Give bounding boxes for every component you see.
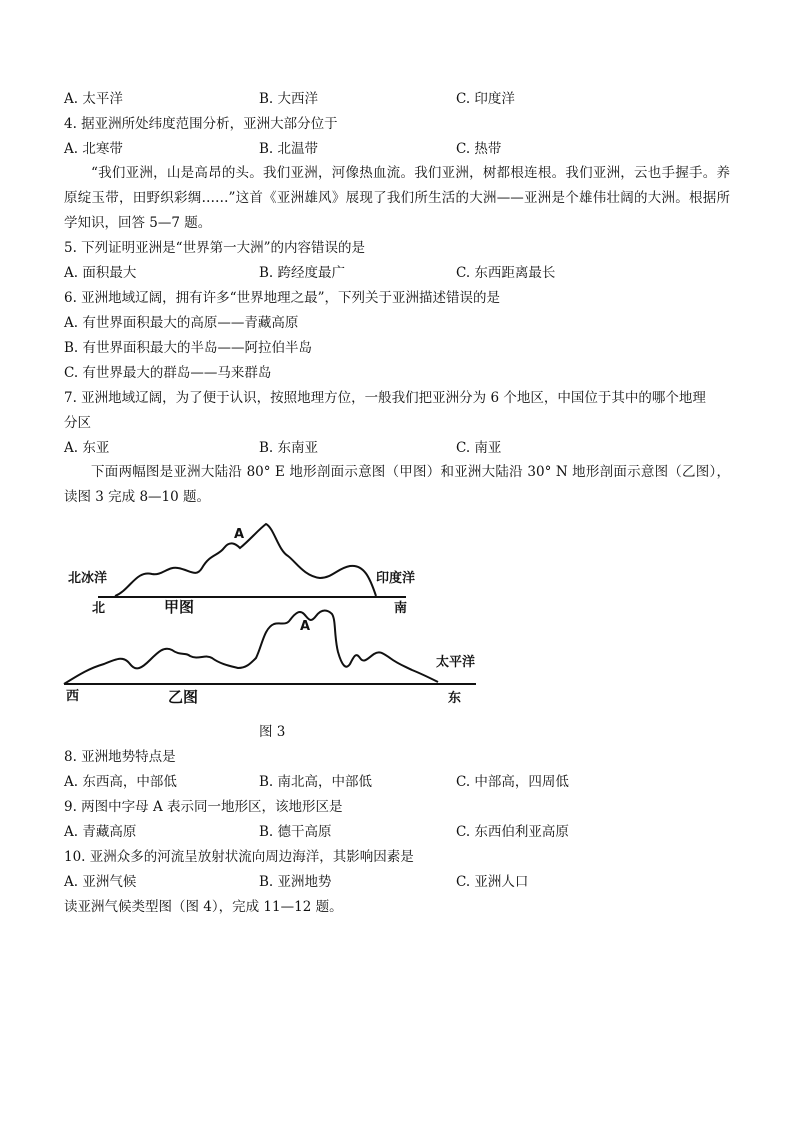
intro-8-10-paragraph: 下面两幅图是亚洲大陆沿 80° E 地形剖面示意图（甲图）和亚洲大陆沿 30° N 地形剖面示意图（乙图），读图 3 完成 8—10 题。 (64, 464, 730, 505)
q9-option-b: B. 德干高原 (259, 824, 332, 840)
q4-option-b: B. 北温带 (259, 141, 319, 157)
q7-option-a: A. 东亚 (64, 440, 110, 456)
q4-option-a: A. 北寒带 (64, 141, 123, 157)
q3-option-b: B. 大西洋 (259, 91, 319, 107)
jia-label-left-ocean: 北冰洋 (68, 571, 108, 586)
q9-stem: 9. 两图中字母 A 表示同一地形区，该地形区是 (64, 799, 343, 815)
q5-option-b: B. 跨经度最广 (259, 265, 346, 281)
q10-option-b: B. 亚洲地势 (259, 874, 332, 890)
figure-3-caption: 图 3 (259, 724, 286, 740)
q8-stem: 8. 亚洲地势特点是 (64, 749, 176, 765)
yi-label-right-ocean: 太平洋 (436, 655, 476, 670)
yi-terrain-profile (64, 611, 438, 685)
q7-stem-line2: 分区 (64, 415, 91, 431)
q8-option-b: B. 南北高，中部低 (259, 774, 373, 790)
jia-label-name: 甲图 (164, 598, 195, 616)
jia-terrain-profile (115, 524, 376, 596)
q10-option-c: C. 亚洲人口 (456, 874, 529, 890)
q4-option-c: C. 热带 (456, 141, 502, 157)
yi-label-west: 西 (66, 689, 80, 704)
q5-option-c: C. 东西距离最长 (456, 265, 556, 281)
q5-option-a: A. 面积最大 (64, 265, 137, 281)
yi-label-east: 东 (448, 691, 462, 706)
terrain-profiles-svg (60, 518, 500, 718)
q6-option-c: C. 有世界最大的群岛——马来群岛 (64, 365, 272, 381)
q9-option-c: C. 东西伯利亚高原 (456, 824, 569, 840)
intro-11-12: 读亚洲气候类型图（图 4），完成 11—12 题。 (64, 899, 343, 915)
q7-option-c: C. 南亚 (456, 440, 502, 456)
q3-option-c: C. 印度洋 (456, 91, 515, 107)
q7-stem-line1: 7. 亚洲地域辽阔，为了便于认识，按照地理方位，一般我们把亚洲分为 6 个地区，中国位于其中的哪个地理 (64, 390, 706, 406)
q3-option-a: A. 太平洋 (64, 91, 123, 107)
q6-option-a: A. 有世界面积最大的高原——青藏高原 (64, 315, 299, 331)
q6-stem: 6. 亚洲地域辽阔，拥有许多“世界地理之最”，下列关于亚洲描述错误的是 (64, 290, 500, 306)
q6-option-b: B. 有世界面积最大的半岛——阿拉伯半岛 (64, 340, 313, 356)
q9-option-a: A. 青藏高原 (64, 824, 137, 840)
q8-option-a: A. 东西高，中部低 (64, 774, 177, 790)
jia-label-north: 北 (92, 601, 106, 616)
q8-option-c: C. 中部高，四周低 (456, 774, 569, 790)
q5-stem: 5. 下列证明亚洲是“世界第一大洲”的内容错误的是 (64, 240, 365, 256)
q4-stem: 4. 据亚洲所处纬度范围分析，亚洲大部分位于 (64, 116, 338, 132)
intro-5-7-paragraph: “我们亚洲，山是高昂的头。我们亚洲，河像热血流。我们亚洲，树都根连根。我们亚洲，云也手握手。养原绽玉带，田野织彩绸……”这首《亚洲雄风》展现了我们所生活的大洲——亚洲是个雄伟壮阔的大洲。根据所学知识，回答 5—7 题。 (64, 165, 730, 231)
jia-label-right-ocean: 印度洋 (376, 571, 416, 586)
jia-label-south: 南 (394, 601, 408, 616)
figure-3-terrain-profiles (60, 518, 500, 718)
q10-option-a: A. 亚洲气候 (64, 874, 137, 890)
q10-stem: 10. 亚洲众多的河流呈放射状流向周边海洋，其影响因素是 (64, 849, 414, 865)
jia-label-peak-a: A (234, 527, 245, 542)
yi-label-peak-a: A (300, 619, 311, 634)
q7-option-b: B. 东南亚 (259, 440, 319, 456)
yi-label-name: 乙图 (168, 688, 199, 706)
